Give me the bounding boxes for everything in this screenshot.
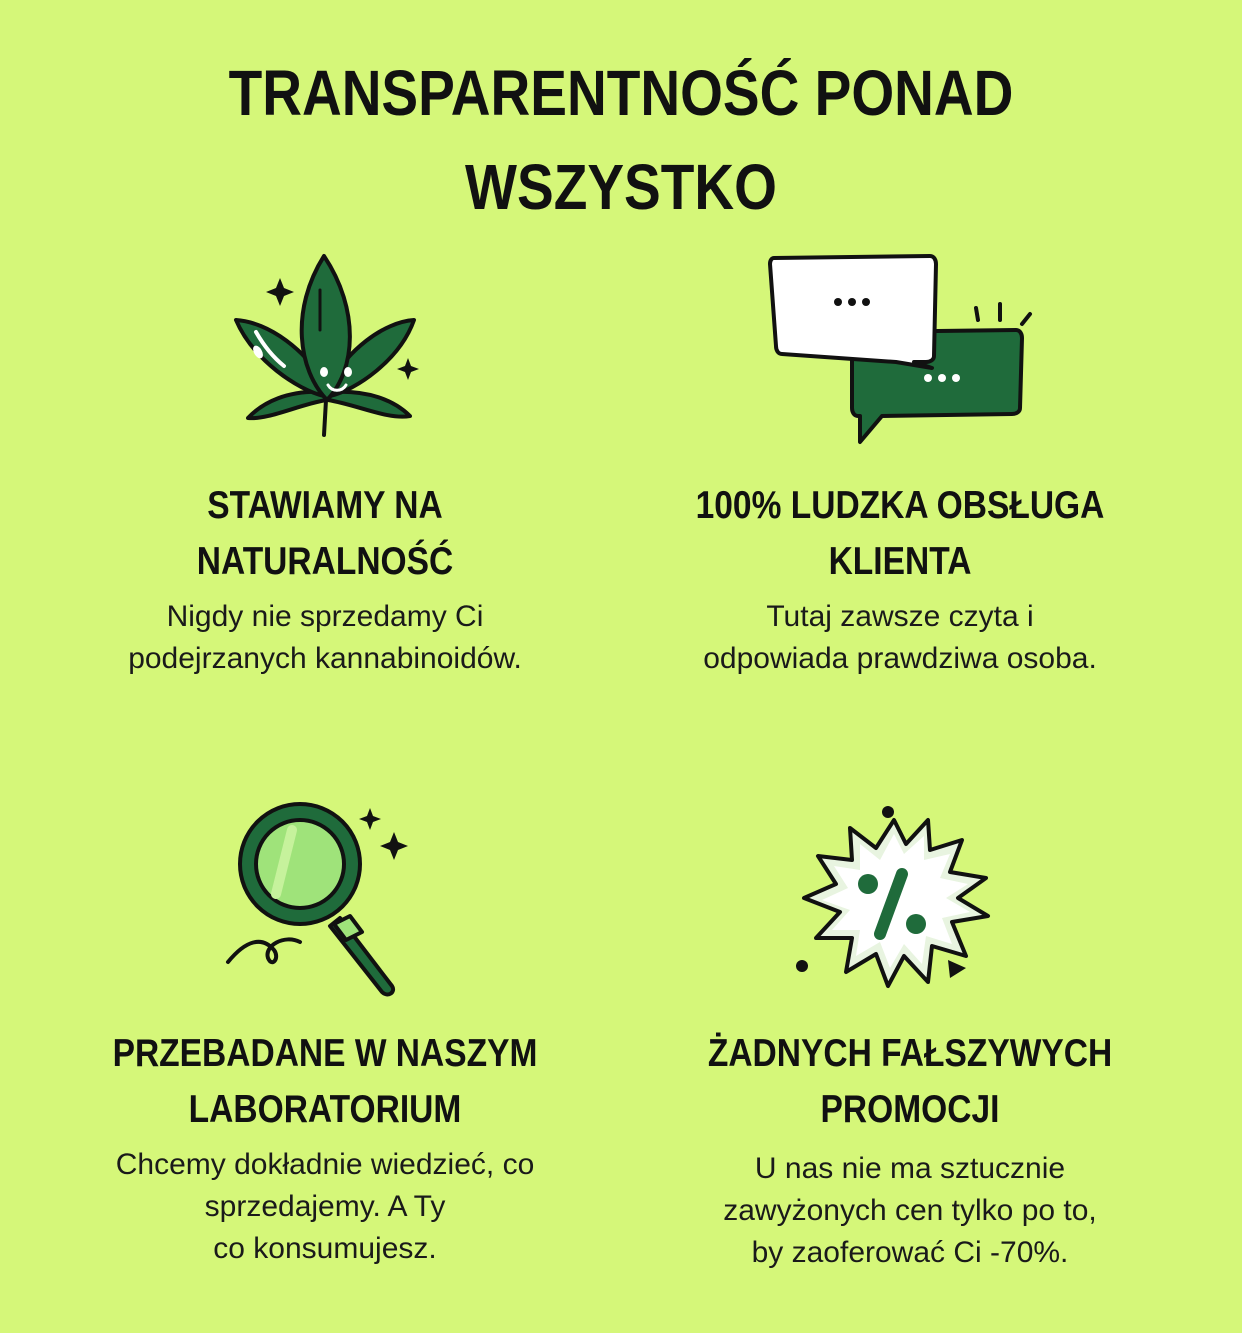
feature-title-line: KLIENTA [828,540,972,583]
feature-title-line: PROMOCJI [820,1088,1000,1131]
feature-no-fake-promotions [650,1026,1170,1274]
feature-text-line: Chcemy dokładnie wiedzieć, co [115,1148,535,1181]
feature-title-line: 100% LUDZKA OBSŁUGA [695,484,1105,527]
page-title [87,46,1155,234]
feature-title-line: LABORATORIUM [188,1088,462,1131]
feature-naturalness [70,478,580,680]
feature-text-line: podejrzanych kannabinoidów. [128,642,522,675]
magnifying-glass-icon [222,800,422,1000]
discount-badge-icon [790,800,1000,1000]
feature-description [650,1148,1170,1274]
page-title-line-2: WSZYSTKO [465,151,777,223]
feature-title-line: STAWIAMY NA [207,484,443,527]
feature-text-line: by zaoferować Ci -70%. [751,1236,1069,1269]
feature-text-line: Tutaj zawsze czyta i [766,600,1034,633]
feature-text-line: zawyżonych cen tylko po to, [723,1194,1097,1227]
feature-description [60,1144,590,1270]
feature-title-line: NATURALNOŚĆ [196,540,454,583]
feature-title-line: PRZEBADANE W NASZYM [112,1032,538,1075]
feature-text-line: sprzedajemy. A Ty [204,1190,446,1223]
feature-title [686,1026,1133,1138]
feature-title [106,478,545,590]
feature-description [655,596,1145,680]
feature-text-line: odpowiada prawdziwa osoba. [703,642,1097,675]
feature-text-line: co konsumujesz. [213,1232,437,1265]
feature-lab-tested [60,1026,590,1270]
page-title-line-1: TRANSPARENTNOŚĆ PONAD [228,57,1014,129]
feature-description [70,596,580,680]
feature-title-line: ŻADNYCH FAŁSZYWYCH [707,1032,1113,1075]
feature-text-line: U nas nie ma sztucznie [754,1152,1066,1185]
feature-text-line: Nigdy nie sprzedamy Ci [166,600,484,633]
feature-title [97,1026,553,1138]
chat-bubbles-icon [764,250,1044,450]
feature-human-support [655,478,1145,680]
feature-title [689,478,1110,590]
cannabis-leaf-icon [228,250,428,440]
